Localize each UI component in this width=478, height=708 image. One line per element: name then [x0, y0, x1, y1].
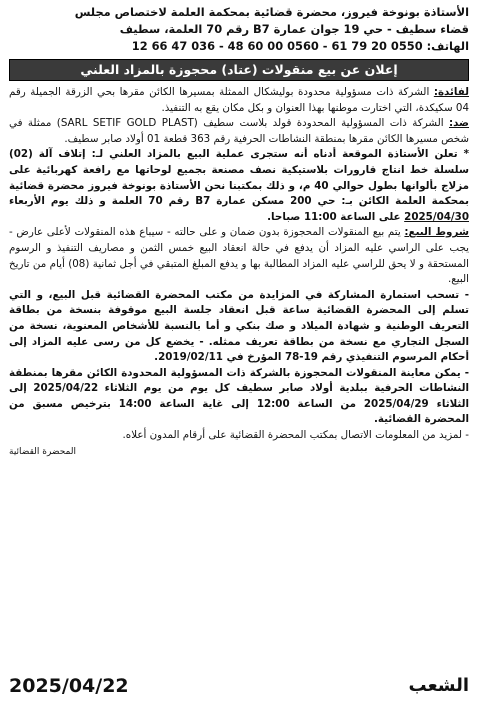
bailiff-address-line: قضاء سطيف - حي 19 جوان عمارة B7 رقم 70 العلمة، سطيف	[119, 22, 469, 36]
bailiff-name-line: الأستاذة بونوخة فيروز، محضرة قضائية بمحكمة العلمة لاختصاص مجلس	[74, 5, 469, 19]
participation-paragraph: - تسحب استمارة المشاركة في المزايدة من مكتب المحضرة القضائية قبل البيع، و التي تسلم إلى المحضرة القضائية ساعة قبل انعقاد جلسة البيع موقوفة بنسخة من بطاقة التعريف الوطنية و شهادة الميلاد و صك بنكي و أما بالنسبة للأشخاص المعنوية، نسخة من السجل التجاري مع نسخة من بطاقة تعريف ممثله. - يخضع كل من رسى عليه المزاد إلى أحكام المرسوم التنفيذي رقم 19-78 المؤرخ في 2019/02/11.	[9, 288, 469, 364]
newspaper-name: الشعب	[408, 675, 469, 696]
beneficiary-paragraph	[9, 85, 469, 116]
phone-line	[9, 38, 469, 55]
notice-body	[9, 85, 469, 444]
notice-title: إعلان عن بيع منقولات (عتاد) محجوزة بالمزاد العلني	[9, 59, 469, 81]
auction-time: على الساعة 11:00 صباحا.	[267, 210, 401, 223]
conditions-label: شروط البيع:	[404, 226, 469, 239]
contact-paragraph: - لمزيد من المعلومات الاتصال بمكتب المحضرة القضائية على أرقام المدون أعلاه.	[122, 429, 469, 442]
inspection-paragraph: - يمكن معاينة المنقولات المحجوزة بالشركة ذات المسؤولية المحدودة الكائن مقرها بمنطقة النشاطات الحرفية ببلدية أولاد صابر سطيف كل يوم من يوم الثلاثاء 2025/04/22 إلى الثلاثاء 2025/04/29 من الساعة 12:00 إلى غاية الساعة 14:00 بترخيص مسبق من المحضرة القضائية.	[9, 366, 469, 426]
beneficiary-label: لفائدة:	[433, 86, 469, 98]
auction-text: * تعلن الأستاذة الموقعة أدناه أنه ستجرى عملية البيع بالمزاد العلني لـ: إتلاف آلة (02) سلسلة خط انتاج قارورات بلاستيكية نصف مصنعة بجميع لوحاتها مع رافعة كهربائية على مزلاج بألوانها بطول حوالي 40 م، و ذلك بمكتبنا نحن الأستاذة بونوخة فيروز محضرة قضائية بمحكمة العلمة الكائن بـ: حي 200 مسكن عمارة B7 رقم 70 العلمة و ذلك يوم الأربعاء	[9, 148, 469, 208]
auction-paragraph	[9, 147, 469, 225]
beneficiary-text: الشركة ذات مسؤولية محدودة بوليشكال الممثلة بمسيرها الكائن مقرها بحي الزرقة الجميلة رقم 04 سكيكدة، التي اختارت موطنها بهذا العنوان و بكل مكان يقع به التنفيذ.	[9, 86, 469, 114]
conditions-paragraph	[9, 225, 469, 287]
debtor-label: ضد:	[448, 117, 469, 130]
phone-numbers: 12 66 47 036 - 48 60 00 0560 - 61 79 20 0550	[131, 39, 423, 53]
auction-date: 2025/04/30	[404, 210, 469, 223]
publication-date: 2025/04/22	[9, 675, 129, 697]
phone-label: الهاتف:	[426, 39, 469, 53]
publication-footer	[9, 670, 469, 698]
conditions-text: يتم بيع المنقولات المحجوزة بدون ضمان و على حالته - سيباع هذه المنقولات لأعلى عارض - يجب على الراسي عليه المزاد أن يدفع في حالة انعقاد البيع خمس الثمن و مصاريف التنفيذ و الرسوم المستحقة و لا يحق للراسي عليه المزاد المطالبة بها و يدفع المبلغ المتبقي في أجل ثمانية (08) أيام من تاريخ البيع.	[9, 226, 469, 286]
debtor-paragraph	[9, 116, 469, 147]
debtor-text: الشركة ذات المسؤولية المحدودة قولد بلاست سطيف (SARL SETIF GOLD PLAST) ممثلة في شخص مسيرها الكائن مقرها بمنطقة النشاطات الحرفية رقم 363 قطعة 01 أولاد صابر سطيف.	[9, 117, 469, 145]
signature: المحضرة القضائية	[9, 446, 76, 457]
